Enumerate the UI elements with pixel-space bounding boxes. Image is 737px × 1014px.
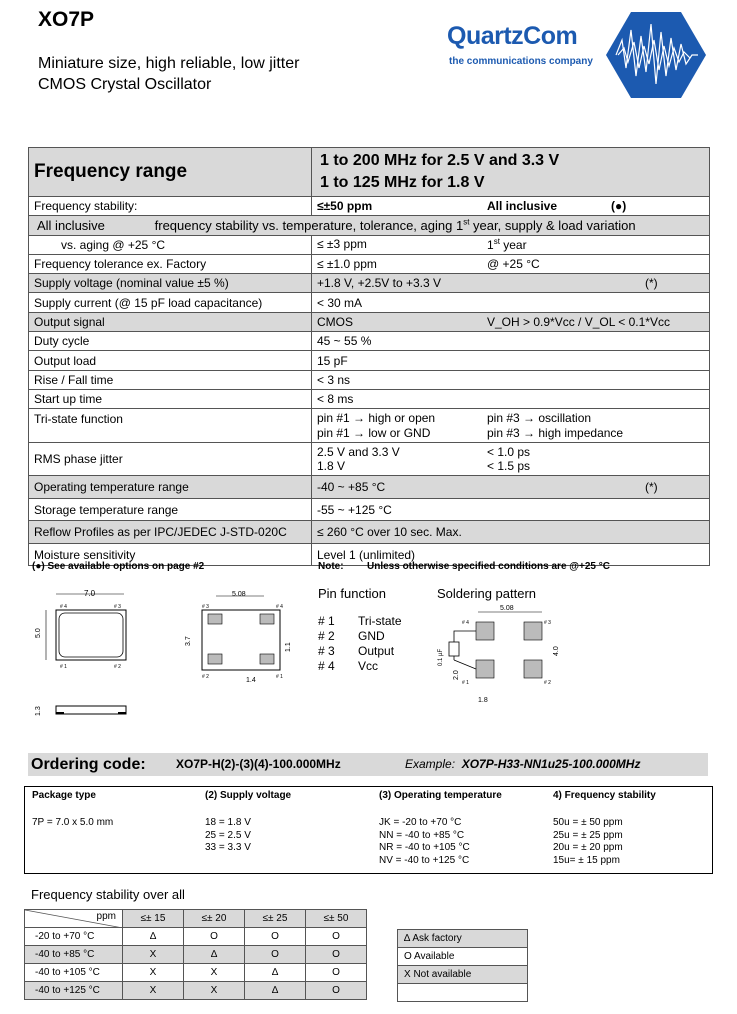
aging-row <box>29 235 710 254</box>
rise-fall-label: Rise / Fall time <box>29 370 312 389</box>
dim-1-1: 1.1 <box>285 642 292 652</box>
jitter-label: RMS phase jitter <box>29 443 312 476</box>
svg-text:# 2: # 2 <box>114 664 121 670</box>
aging-value: ≤ ±3 ppm <box>317 237 367 252</box>
ordering-example: Example: XO7P-H33-NN1u25-100.000MHz <box>405 757 641 771</box>
tristate-2b: pin #3 → high impedance <box>487 425 624 440</box>
ordering-column-temperature: (3) Operating temperature JK = -20 to +70 °C NN = -40 to +85 °C NR = -40 to +105 °C NV = -40 to +125 °C <box>379 790 502 866</box>
dim-3-7: 3.7 <box>185 636 192 646</box>
moisture-value: Level 1 (unlimited) <box>312 544 710 566</box>
stability-corner-label: ppm <box>96 911 116 922</box>
stability-legend <box>397 929 528 1002</box>
storage-temp-label: Storage temperature range <box>29 499 312 521</box>
frequency-range-value-1: 1 to 200 MHz for 2.5 V and 3.3 V <box>320 152 560 169</box>
moisture-label: Moisture sensitivity <box>29 544 312 566</box>
svg-text:# 4: # 4 <box>276 604 283 610</box>
stability-header-row <box>25 910 367 928</box>
jitter-1b: < 1.0 ps <box>487 445 531 460</box>
all-inclusive-label: All inclusive <box>37 218 105 234</box>
ordering-code: XO7P-H(2)-(3)(4)-100.000MHz <box>176 757 341 771</box>
supply-current-label: Supply current (@ 15 pF load capacitance) <box>29 293 312 312</box>
svg-text:# 3: # 3 <box>114 604 121 610</box>
svg-text:# 4: # 4 <box>60 604 67 610</box>
logo-name: QuartzCom <box>447 22 578 50</box>
aging-label: vs. aging @ +25 °C <box>29 235 312 254</box>
duty-cycle-label: Duty cycle <box>29 332 312 351</box>
stability-row: -40 to +125 °C X X ∆ O <box>25 982 367 1000</box>
tristate-label: Tri-state function <box>29 409 312 443</box>
frequency-range-value-2: 1 to 125 MHz for 1.8 V <box>320 174 485 191</box>
supply-current-value: < 30 mA <box>312 293 710 312</box>
legend-item: X Not available <box>398 966 528 984</box>
tolerance-note: @ +25 °C <box>487 257 540 272</box>
soldering-pattern-heading: Soldering pattern <box>437 586 537 601</box>
svg-text:# 1: # 1 <box>60 664 67 670</box>
output-signal-note: V_OH > 0.9*Vcc / V_OL < 0.1*Vcc <box>487 314 670 329</box>
svg-text:# 4: # 4 <box>462 620 469 626</box>
startup-row <box>29 389 710 408</box>
package-outline-drawing <box>26 586 136 726</box>
dim-7-0: 7.0 <box>84 589 96 598</box>
reflow-value: ≤ 260 °C over 10 sec. Max. <box>312 521 710 544</box>
svg-text:# 2: # 2 <box>202 674 209 680</box>
ordering-column-package: Package type 7P = 7.0 x 5.0 mm <box>32 790 114 828</box>
supply-voltage-value: +1.8 V, +2.5V to +3.3 V <box>317 276 441 291</box>
jitter-1a: 2.5 V and 3.3 V <box>317 445 400 460</box>
stability-row: -40 to +105 °C X X ∆ O <box>25 964 367 982</box>
package-bottom-drawing <box>180 586 300 686</box>
rise-fall-row <box>29 370 710 389</box>
jitter-2a: 1.8 V <box>317 459 346 474</box>
svg-text:5.08: 5.08 <box>500 605 514 612</box>
svg-text:1.8: 1.8 <box>478 697 488 704</box>
stability-header: ≤± 15 <box>123 910 184 928</box>
supply-current-row <box>29 293 710 312</box>
specification-table <box>28 147 710 566</box>
subtitle-line-1: Miniature size, high reliable, low jitter <box>38 55 300 72</box>
supply-voltage-label: Supply voltage (nominal value ±5 %) <box>29 274 312 293</box>
dim-5-08: 5.08 <box>232 591 246 598</box>
all-inclusive-row <box>29 216 710 235</box>
storage-temp-row <box>29 499 710 521</box>
conditions-note: Unless otherwise specified conditions are @+25 °C <box>367 561 610 572</box>
tolerance-label: Frequency tolerance ex. Factory <box>29 254 312 273</box>
pin-item: # 2 GND <box>318 629 385 643</box>
stability-header: ≤± 50 <box>306 910 367 928</box>
soldering-pattern-drawing <box>432 600 572 712</box>
duty-cycle-row <box>29 332 710 351</box>
pin-function-heading: Pin function <box>318 586 386 601</box>
svg-text:2.0: 2.0 <box>453 670 460 680</box>
operating-temp-mark: (*) <box>645 480 658 495</box>
tristate-2a: pin #1 → low or GND <box>317 425 431 440</box>
startup-label: Start up time <box>29 389 312 408</box>
svg-text:# 1: # 1 <box>462 680 469 686</box>
operating-temp-row <box>29 476 710 499</box>
supply-voltage-mark: (*) <box>645 276 658 291</box>
operating-temp-label: Operating temperature range <box>29 476 312 499</box>
frequency-stability-value: ≤±50 ppm <box>317 199 373 214</box>
conditions-note-label: Note: <box>318 561 344 572</box>
dim-1-4: 1.4 <box>246 677 256 684</box>
legend-item: O Available <box>398 948 528 966</box>
pin-item: # 1 Tri-state <box>318 614 402 628</box>
output-signal-label: Output signal <box>29 312 312 331</box>
svg-text:# 3: # 3 <box>544 620 551 626</box>
stability-table <box>24 909 367 1000</box>
jitter-row <box>29 443 710 476</box>
logo-tagline: the communications company <box>449 56 593 67</box>
pin-item: # 3 Output <box>318 644 395 658</box>
ordering-column-voltage: (2) Supply voltage 18 = 1.8 V 25 = 2.5 V 33 = 3.3 V <box>205 790 292 853</box>
output-load-label: Output load <box>29 351 312 370</box>
svg-text:# 3: # 3 <box>202 604 209 610</box>
operating-temp-value: -40 ~ +85 °C <box>317 480 386 495</box>
dim-1-3: 1.3 <box>35 706 42 716</box>
stability-header: ≤± 20 <box>184 910 245 928</box>
output-load-value: 15 pF <box>312 351 710 370</box>
svg-text:# 1: # 1 <box>276 674 283 680</box>
reflow-label: Reflow Profiles as per IPC/JEDEC J-STD-020C <box>29 521 312 544</box>
aging-note: 1st year <box>487 237 527 253</box>
pin-item: # 4 Vcc <box>318 659 379 673</box>
reflow-row <box>29 521 710 544</box>
svg-text:# 2: # 2 <box>544 680 551 686</box>
pin-function-list <box>318 614 402 674</box>
ordering-column-stability: 4) Frequency stability 50u = ± 50 ppm 25u = ± 25 ppm 20u = ± 20 ppm 15u= ± 15 ppm <box>553 790 656 866</box>
ordering-columns-box <box>24 786 713 874</box>
output-signal-row <box>29 312 710 331</box>
frequency-stability-note: All inclusive <box>487 199 558 214</box>
product-title: XO7P <box>38 8 95 31</box>
tolerance-value: ≤ ±1.0 ppm <box>317 257 377 272</box>
subtitle-line-2: CMOS Crystal Oscillator <box>38 76 212 93</box>
legend-spacer <box>398 984 528 1002</box>
frequency-range-label: Frequency range <box>34 161 188 182</box>
dim-5-0: 5.0 <box>35 628 42 638</box>
frequency-range-row <box>29 148 710 197</box>
options-note: (●) See available options on page #2 <box>32 561 205 572</box>
storage-temp-value: -55 ~ +125 °C <box>312 499 710 521</box>
tristate-1b: pin #3 → oscillation <box>487 410 592 425</box>
jitter-2b: < 1.5 ps <box>487 459 531 474</box>
startup-value: < 8 ms <box>312 389 710 408</box>
logo-mark-icon <box>606 10 706 100</box>
stability-table-title: Frequency stability over all <box>31 887 185 902</box>
stability-header: ≤± 25 <box>245 910 306 928</box>
supply-voltage-row <box>29 274 710 293</box>
tristate-1a: pin #1 → high or open <box>317 410 436 425</box>
frequency-stability-label: Frequency stability: <box>29 197 312 216</box>
all-inclusive-desc: frequency stability vs. temperature, tolerance, aging 1st year, supply & load variation <box>154 217 636 234</box>
stability-row: -20 to +70 °C ∆ O O O <box>25 928 367 946</box>
tolerance-row <box>29 254 710 273</box>
legend-item: ∆ Ask factory <box>398 930 528 948</box>
ordering-label: Ordering code: <box>31 756 146 773</box>
duty-cycle-value: 45 ~ 55 % <box>312 332 710 351</box>
svg-text:4.0: 4.0 <box>553 646 560 656</box>
capacitor-label: 0.1 µF <box>438 648 444 666</box>
frequency-stability-row <box>29 197 710 216</box>
frequency-stability-mark: (●) <box>611 199 627 214</box>
rise-fall-value: < 3 ns <box>312 370 710 389</box>
output-signal-value: CMOS <box>317 314 353 329</box>
stability-row: -40 to +85 °C X ∆ O O <box>25 946 367 964</box>
tristate-row <box>29 409 710 443</box>
output-load-row <box>29 351 710 370</box>
